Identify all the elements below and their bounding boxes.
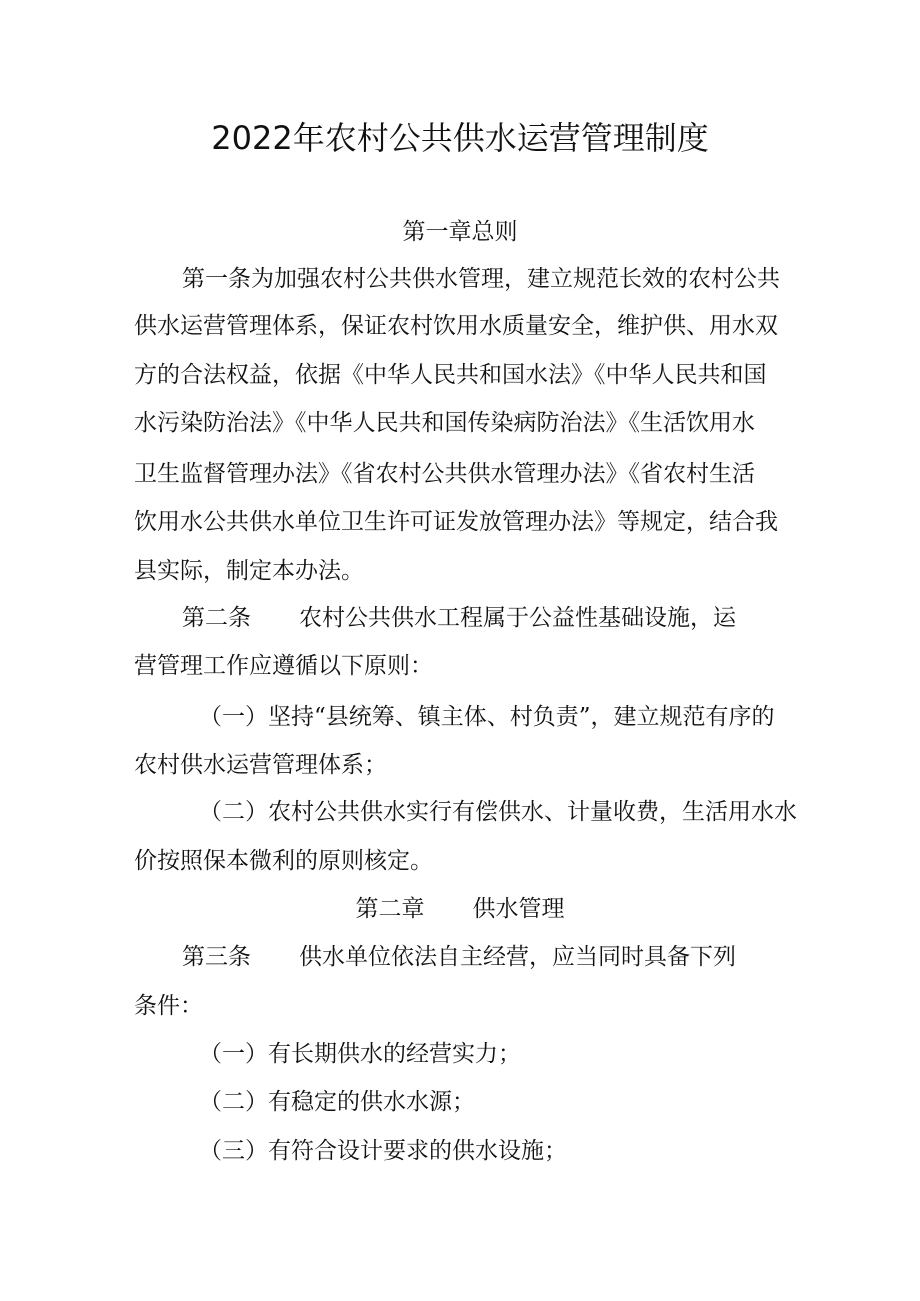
- principle-line: 农村供水运营管理体系；: [134, 752, 387, 778]
- article-3-text: 供水单位依法自主经营，应当同时具备下列: [299, 944, 736, 970]
- chapter2-label: 第二章: [355, 896, 425, 922]
- article-3-first-line: [182, 942, 736, 972]
- chapter2-name: 供水管理: [472, 896, 565, 922]
- document-title: 2022年农村公共供水运营管理制度: [211, 119, 709, 157]
- chapter2-heading: [0, 894, 920, 924]
- article-1-line: 水污染防治法》《中华人民共和国传染病防治法》《生活饮用水: [134, 410, 755, 436]
- article-2-first-line: [182, 603, 736, 633]
- article-1-line: 卫生监督管理办法》《省农村公共供水管理办法》《省农村生活: [134, 461, 755, 487]
- condition-item: （一）有长期供水的经营实力；: [199, 1041, 521, 1067]
- condition-item: （二）有稳定的供水水源；: [199, 1089, 475, 1115]
- chapter1-heading: 第一章总则: [402, 219, 518, 245]
- article-2-label: 第二条: [182, 605, 251, 631]
- principle-line: （一）坚持“县统筹、镇主体、村负责”，建立规范有序的: [199, 704, 775, 730]
- principle-line: 价按照保本微利的原则核定。: [134, 848, 433, 874]
- article-1-line: 方的合法权益，依据《中华人民共和国水法》《中华人民共和国: [134, 362, 767, 388]
- article-2-text: 农村公共供水工程属于公益性基础设施，运: [299, 605, 736, 631]
- article-1-line: 第一条为加强农村公共供水管理，建立规范长效的农村公共: [182, 266, 780, 292]
- article-1-line: 县实际，制定本办法。: [134, 558, 364, 584]
- article-3-line: 条件：: [134, 993, 203, 1019]
- principle-line: （二）农村公共供水实行有偿供水、计量收费，生活用水水: [199, 799, 797, 825]
- article-2-line: 营管理工作应遵循以下原则：: [134, 653, 433, 679]
- article-1-line: 供水运营管理体系，保证农村饮用水质量安全，维护供、用水双: [134, 313, 778, 339]
- article-3-label: 第三条: [182, 944, 251, 970]
- condition-item: （三）有符合设计要求的供水设施；: [199, 1138, 567, 1164]
- article-1-line: 饮用水公共供水单位卫生许可证发放管理办法》等规定，结合我: [134, 509, 778, 535]
